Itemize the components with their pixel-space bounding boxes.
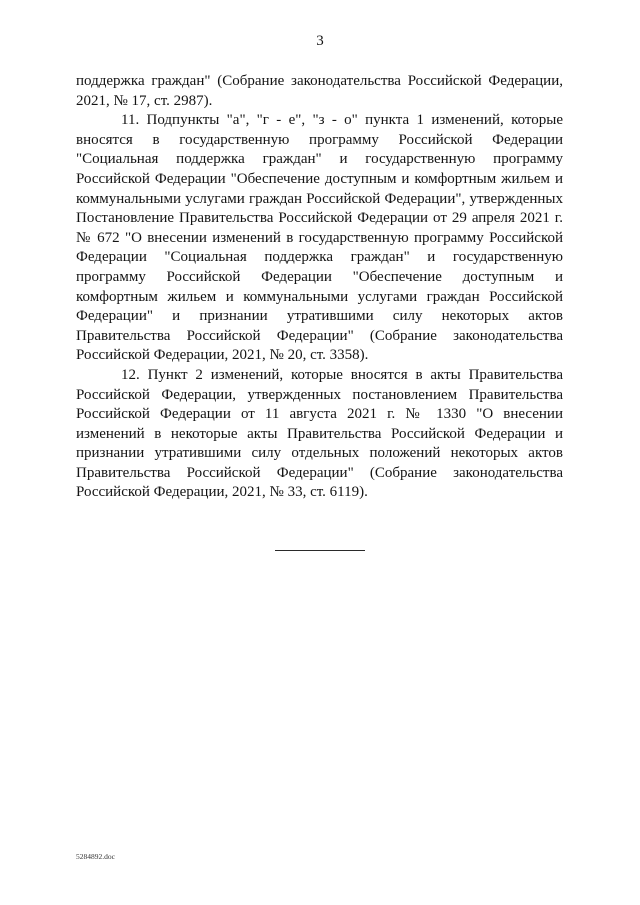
end-divider-line xyxy=(275,550,365,551)
document-body xyxy=(76,72,563,503)
paragraph-item-12: 12. Пункт 2 изменений, которые вносятся в акты Правительства Российской Федерации, утвержденных постановлением Правительства Российской Федерации от 11 августа 2021 г. № 1330 "О внесении изменений в некоторые акты Правительства Российской Федерации и признании утратившими силу отдельных положений некоторых актов Правительства Российской Федерации" (Собрание законодательства Российской Федерации, 2021, № 33, ст. 6119). xyxy=(76,366,563,501)
paragraph-item-11: 11. Подпункты "а", "г - е", "з - о" пункта 1 изменений, которые вносятся в государственную программу Российской Федерации "Социальная поддержка граждан" и государственную программу Российской Федерации "Обеспечение доступным и комфортным жильем и коммунальными услугами граждан Российской Федерации", утвержденных Постановление Правительства Российской Федерации от 29 апреля 2021 г. № 672 "О внесении изменений в государственную программу Российской Федерации "Социальная поддержка граждан" и государственную программу Российской Федерации "Обеспечение доступным и комфортным жильем и коммунальными услугами граждан Российской Федерации" и признании утратившими силу некоторых актов Правительства Российской Федерации" (Собрание законодательства Российской Федерации, 2021, № 20, ст. 3358). xyxy=(76,112,563,364)
page-number: 3 xyxy=(316,33,324,49)
paragraph-continuation: поддержка граждан" (Собрание законодательства Российской Федерации, 2021, № 17, ст. 2987). xyxy=(76,73,563,109)
document-filename: 5284892.doc xyxy=(76,852,115,861)
